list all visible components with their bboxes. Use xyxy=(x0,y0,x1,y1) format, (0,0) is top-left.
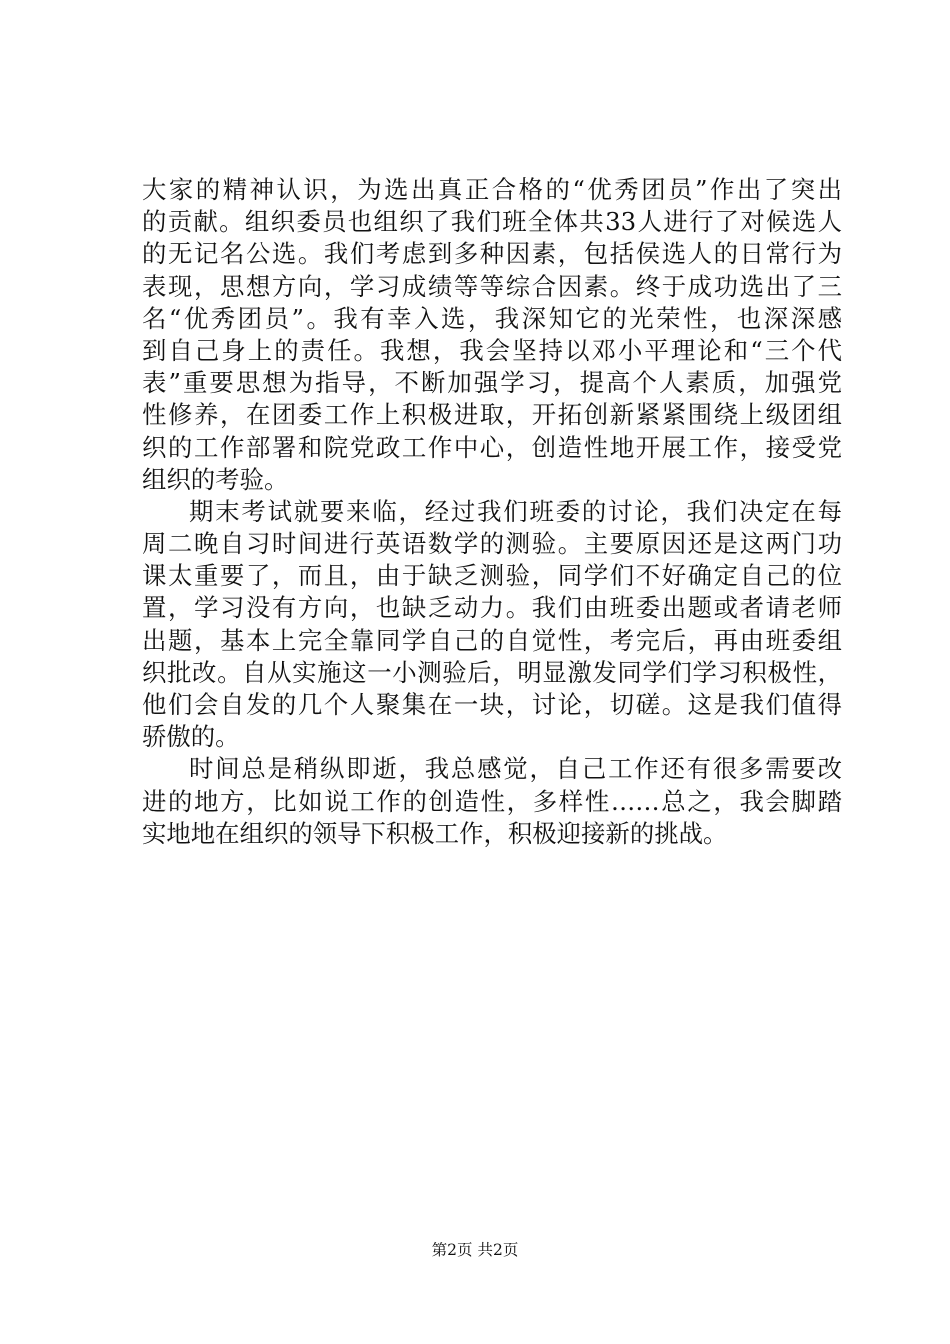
paragraph-1-line: 大家的精神认识，为选出真正合格的“优秀团员”作出了突出 xyxy=(142,175,842,204)
paragraph-1-line: 性修养，在团委工作上积极进取，开拓创新紧紧围绕上级团组 xyxy=(142,400,842,430)
paragraph-2-line: 周二晚自习时间进行英语数学的测验。主要原因还是这两门功 xyxy=(142,529,842,559)
paragraph-1-line: 表”重要思想为指导，不断加强学习，提高个人素质，加强党 xyxy=(142,368,842,398)
paragraph-1-line: 表现，思想方向，学习成绩等等综合因素。终于成功选出了三 xyxy=(142,271,842,301)
paragraph-1-line: 的贡献。组织委员也组织了我们班全体共33人进行了对候选人 xyxy=(142,207,842,237)
paragraph-2-line: 置，学习没有方向，也缺乏动力。我们由班委出题或者请老师 xyxy=(142,593,842,623)
paragraph-2-line: 期末考试就要来临，经过我们班委的讨论，我们决定在每 xyxy=(189,496,842,526)
paragraph-1-line: 到自己身上的责任。我想，我会坚持以邓小平理论和“三个代 xyxy=(142,335,842,365)
paragraph-1-line: 的无记名公选。我们考虑到多种因素，包括侯选人的日常行为 xyxy=(142,239,842,269)
paragraph-1-line: 织的工作部署和院党政工作中心，创造性地开展工作，接受党 xyxy=(142,432,842,462)
paragraph-2-line: 织批改。自从实施这一小测验后，明显激发同学们学习积极性， xyxy=(142,657,842,687)
paragraph-2-line: 出题，基本上完全靠同学自己的自觉性，考完后，再由班委组 xyxy=(142,625,842,655)
paragraph-1-line: 组织的考验。 xyxy=(142,464,289,494)
paragraph-3-line: 实地地在组织的领导下积极工作，积极迎接新的挑战。 xyxy=(142,818,728,848)
paragraph-3-line: 时间总是稍纵即逝，我总感觉，自己工作还有很多需要改 xyxy=(189,754,842,784)
body-text xyxy=(142,174,842,850)
paragraph-2-line: 骄傲的。 xyxy=(142,722,240,752)
paragraph-2-line: 课太重要了，而且，由于缺乏测验，同学们不好确定自己的位 xyxy=(142,561,842,591)
paragraph-3-line: 进的地方，比如说工作的创造性，多样性……总之，我会脚踏 xyxy=(142,786,842,816)
page-number-footer: 第2页 共2页 xyxy=(431,1241,519,1259)
paragraph-1-line: 名“优秀团员”。我有幸入选，我深知它的光荣性，也深深感 xyxy=(142,303,842,333)
paragraph-2-line: 他们会自发的几个人聚集在一块，讨论，切磋。这是我们值得 xyxy=(142,690,842,719)
